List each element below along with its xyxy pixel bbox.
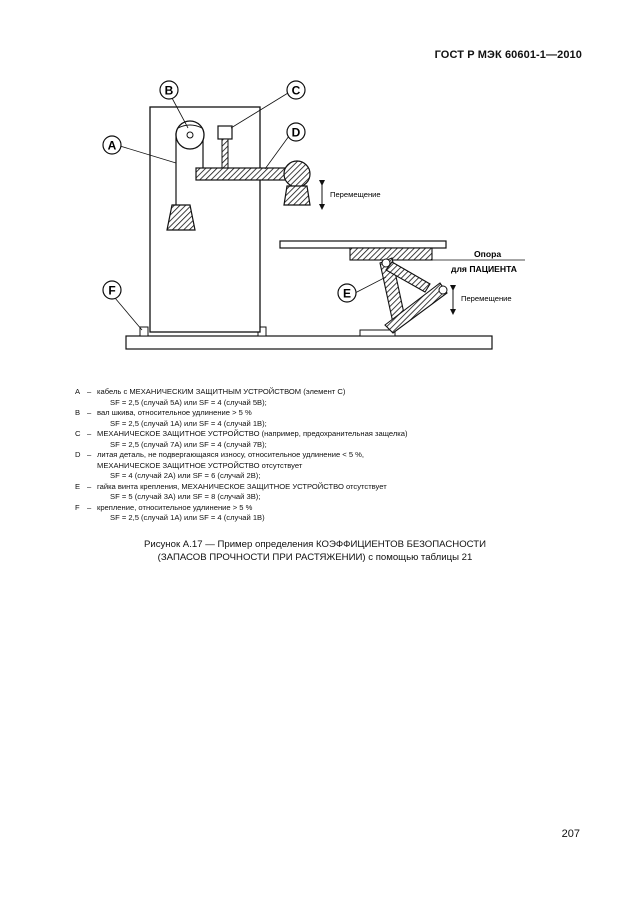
- column-frame: [150, 107, 260, 332]
- casting-wheel: [284, 161, 310, 187]
- movement-label-2: Перемещение: [461, 294, 512, 303]
- figure-legend: [75, 387, 555, 524]
- legend-item-e: E – гайка винта крепления, МЕХАНИЧЕСКОЕ ЗАЩИТНОЕ УСТРОЙСТВО отсутствует SF = 5 (случай 3А) или SF = 8 (случай 3В);: [75, 481, 387, 501]
- document-header: ГОСТ Р МЭК 60601-1—2010: [434, 49, 582, 61]
- support-label-line1: Опора: [474, 249, 502, 259]
- callout-e: [338, 277, 386, 302]
- technical-figure: [0, 0, 630, 360]
- support-label-line2: для ПАЦИЕНТА: [451, 264, 518, 274]
- legend-item-d: D – литая деталь, не подвергающаяся износу, относительное удлинение < 5 %, МЕХАНИЧЕСКОЕ ЗАЩИТНОЕ УСТРОЙСТВО отсутствует SF = 4 (случай 2А) или SF = 6 (случай 2В);: [75, 450, 365, 480]
- safety-latch: [218, 126, 232, 139]
- svg-text:A: A: [107, 138, 117, 153]
- base-fastener-left: [140, 327, 148, 336]
- base-plate: [126, 336, 492, 349]
- callout-c: [231, 81, 305, 128]
- svg-text:D: D: [291, 125, 301, 140]
- figure-caption: [100, 538, 530, 564]
- callout-f: [103, 281, 142, 330]
- svg-text:C: C: [291, 83, 301, 98]
- arm: [196, 168, 290, 180]
- caption-line-2: (ЗАПАСОВ ПРОЧНОСТИ ПРИ РАСТЯЖЕНИИ) с помощью таблицы 21: [157, 552, 473, 563]
- counterweight: [167, 205, 195, 230]
- patient-support-table: [280, 241, 446, 248]
- legend-item-c: C – МЕХАНИЧЕСКОЕ ЗАЩИТНОЕ УСТРОЙСТВО (например, предохранительная защелка) SF = 2,5 (случай 7А) или SF = 4 (случай 7В);: [75, 429, 408, 449]
- base-fastener-mid: [360, 330, 395, 336]
- svg-text:F: F: [108, 283, 116, 298]
- svg-text:B: B: [164, 83, 174, 98]
- legend-item-f: F – крепление, относительное удлинение > 5 % SF = 2,5 (случай 1А) или SF = 4 (случай 1В): [75, 502, 265, 522]
- legend-item-b: B – вал шкива, относительное удлинение > 5 % SF = 2,5 (случай 1А) или SF = 4 (случай 1В);: [75, 408, 267, 428]
- legend-item-a: A – кабель с МЕХАНИЧЕСКИМ ЗАЩИТНЫМ УСТРОЙСТВОМ (элемент С) SF = 2,5 (случай 5А) или SF = 4 (случай 5В);: [75, 387, 346, 407]
- movement-label-1: Перемещение: [330, 190, 381, 199]
- svg-text:E: E: [342, 286, 352, 301]
- page-number: 207: [561, 828, 580, 840]
- caption-line-1: Рисунок А.17 — Пример определения КОЭФФИЦИЕНТОВ БЕЗОПАСНОСТИ: [143, 539, 487, 550]
